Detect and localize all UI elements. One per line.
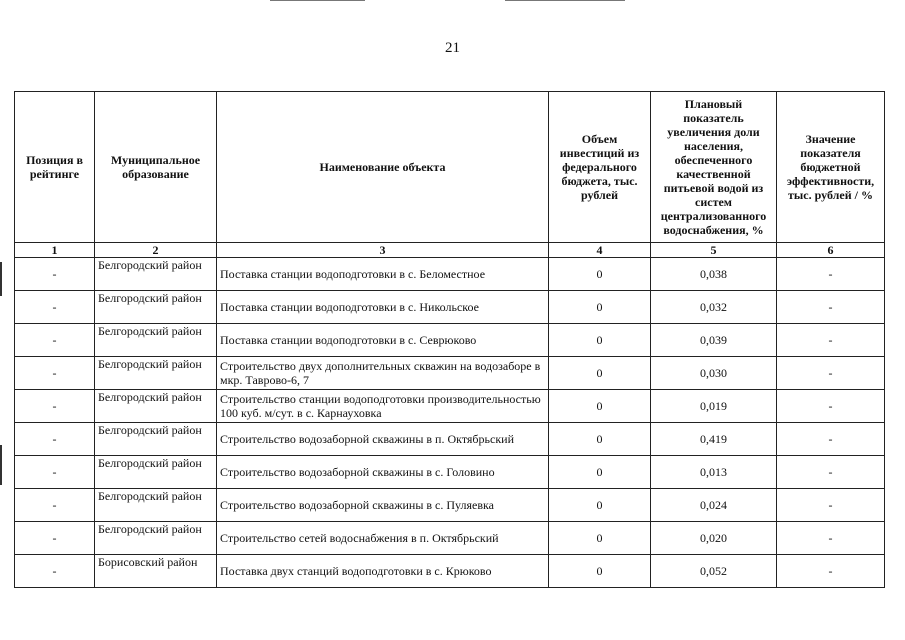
header-indicator: Плановый показатель увеличения доли населения, обеспеченного качественной питьевой водой из систем централизованного водоснабжения, % bbox=[651, 92, 777, 243]
cell-object: Поставка станции водоподготовки в с. Никольское bbox=[217, 291, 549, 324]
cell-indicator: 0,032 bbox=[651, 291, 777, 324]
column-number: 4 bbox=[549, 243, 651, 258]
cell-municipality: Белгородский район bbox=[95, 291, 217, 324]
table-row bbox=[15, 456, 885, 489]
cell-object: Поставка станции водоподготовки в с. Беломестное bbox=[217, 258, 549, 291]
cell-investment: 0 bbox=[549, 291, 651, 324]
cell-municipality: Белгородский район bbox=[95, 456, 217, 489]
cell-investment: 0 bbox=[549, 555, 651, 588]
cell-object: Поставка станции водоподготовки в с. Севрюково bbox=[217, 324, 549, 357]
cell-investment: 0 bbox=[549, 423, 651, 456]
header-municipality: Муниципальное образование bbox=[95, 92, 217, 243]
cell-indicator: 0,038 bbox=[651, 258, 777, 291]
table-row bbox=[15, 291, 885, 324]
header-investment: Объем инвестиций из федерального бюджета, тыс. рублей bbox=[549, 92, 651, 243]
cell-position: - bbox=[15, 522, 95, 555]
header-position: Позиция в рейтинге bbox=[15, 92, 95, 243]
cell-efficiency: - bbox=[777, 489, 885, 522]
cell-object: Строительство станции водоподготовки производительностью 100 куб. м/сут. в с. Карнауховка bbox=[217, 390, 549, 423]
cell-indicator: 0,019 bbox=[651, 390, 777, 423]
table-row bbox=[15, 555, 885, 588]
cell-position: - bbox=[15, 423, 95, 456]
cell-municipality: Белгородский район bbox=[95, 357, 217, 390]
cell-efficiency: - bbox=[777, 522, 885, 555]
cell-indicator: 0,052 bbox=[651, 555, 777, 588]
table-row bbox=[15, 324, 885, 357]
table-row bbox=[15, 357, 885, 390]
column-number: 1 bbox=[15, 243, 95, 258]
cell-efficiency: - bbox=[777, 423, 885, 456]
column-number-row bbox=[15, 243, 885, 258]
cell-position: - bbox=[15, 390, 95, 423]
cell-efficiency: - bbox=[777, 291, 885, 324]
cell-investment: 0 bbox=[549, 456, 651, 489]
table-row bbox=[15, 423, 885, 456]
cell-object: Поставка двух станций водоподготовки в с. Крюково bbox=[217, 555, 549, 588]
column-number: 5 bbox=[651, 243, 777, 258]
table-row bbox=[15, 258, 885, 291]
cell-object: Строительство водозаборной скважины в п. Октябрьский bbox=[217, 423, 549, 456]
table-header bbox=[15, 92, 885, 258]
page-number: 21 bbox=[445, 40, 460, 56]
header-efficiency: Значение показателя бюджетной эффективности, тыс. рублей / % bbox=[777, 92, 885, 243]
cell-object: Строительство сетей водоснабжения в п. Октябрьский bbox=[217, 522, 549, 555]
cell-position: - bbox=[15, 324, 95, 357]
cell-efficiency: - bbox=[777, 456, 885, 489]
cell-municipality: Белгородский район bbox=[95, 324, 217, 357]
cell-indicator: 0,030 bbox=[651, 357, 777, 390]
cell-efficiency: - bbox=[777, 357, 885, 390]
cell-efficiency: - bbox=[777, 324, 885, 357]
cell-municipality: Белгородский район bbox=[95, 489, 217, 522]
rating-table bbox=[14, 91, 885, 588]
cell-indicator: 0,024 bbox=[651, 489, 777, 522]
cell-efficiency: - bbox=[777, 390, 885, 423]
cell-position: - bbox=[15, 489, 95, 522]
cell-municipality: Белгородский район bbox=[95, 522, 217, 555]
cell-municipality: Белгородский район bbox=[95, 390, 217, 423]
cell-investment: 0 bbox=[549, 324, 651, 357]
cell-municipality: Белгородский район bbox=[95, 423, 217, 456]
cell-position: - bbox=[15, 291, 95, 324]
cell-position: - bbox=[15, 456, 95, 489]
column-number: 6 bbox=[777, 243, 885, 258]
cell-investment: 0 bbox=[549, 489, 651, 522]
cell-investment: 0 bbox=[549, 522, 651, 555]
page-edge-mark bbox=[0, 445, 2, 485]
cell-municipality: Борисовский район bbox=[95, 555, 217, 588]
cell-investment: 0 bbox=[549, 357, 651, 390]
cell-indicator: 0,419 bbox=[651, 423, 777, 456]
header-row bbox=[15, 92, 885, 243]
page-edge-mark bbox=[0, 262, 2, 296]
top-edge-rule bbox=[505, 0, 625, 1]
cell-investment: 0 bbox=[549, 390, 651, 423]
cell-investment: 0 bbox=[549, 258, 651, 291]
cell-position: - bbox=[15, 258, 95, 291]
cell-object: Строительство водозаборной скважины в с. Головино bbox=[217, 456, 549, 489]
cell-position: - bbox=[15, 555, 95, 588]
cell-efficiency: - bbox=[777, 555, 885, 588]
cell-object: Строительство водозаборной скважины в с. Пуляевка bbox=[217, 489, 549, 522]
cell-efficiency: - bbox=[777, 258, 885, 291]
table-row bbox=[15, 489, 885, 522]
table-body bbox=[15, 258, 885, 588]
cell-indicator: 0,039 bbox=[651, 324, 777, 357]
table-row bbox=[15, 522, 885, 555]
column-number: 2 bbox=[95, 243, 217, 258]
header-object: Наименование объекта bbox=[217, 92, 549, 243]
table-row bbox=[15, 390, 885, 423]
column-number: 3 bbox=[217, 243, 549, 258]
cell-municipality: Белгородский район bbox=[95, 258, 217, 291]
cell-object: Строительство двух дополнительных скважин на водозаборе в мкр. Таврово-6, 7 bbox=[217, 357, 549, 390]
cell-position: - bbox=[15, 357, 95, 390]
cell-indicator: 0,013 bbox=[651, 456, 777, 489]
cell-indicator: 0,020 bbox=[651, 522, 777, 555]
top-edge-rule bbox=[270, 0, 365, 1]
